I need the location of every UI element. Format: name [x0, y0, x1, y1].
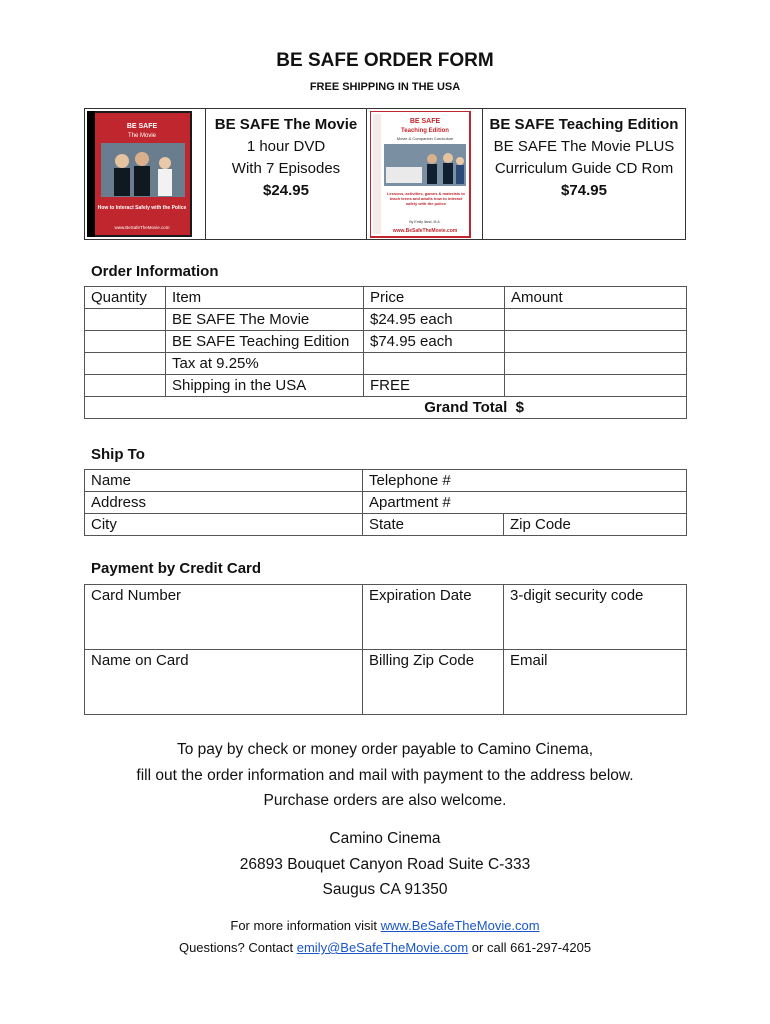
address-name: Camino Cinema	[329, 830, 441, 847]
order-header-quantity: Quantity	[85, 287, 166, 309]
dvd-cover-image	[87, 111, 205, 239]
email-link[interactable]: emily@BeSafeTheMovie.com	[296, 940, 469, 955]
order-info-label: Order Information	[91, 263, 219, 280]
payment-label: Payment by Credit Card	[91, 560, 262, 577]
table-row	[85, 331, 687, 353]
footer-questions-suffix: or call 661-297-4205	[468, 940, 592, 955]
order-price-movie: $24.95 each	[364, 309, 505, 331]
te-cover-blurb: Lessons, activities, games & materials to teach teens and adults how to interact safely with the police	[386, 191, 466, 206]
quantity-input-movie[interactable]	[85, 309, 166, 331]
order-header-amount: Amount	[505, 287, 687, 309]
product-2-name: BE SAFE Teaching Edition	[489, 116, 679, 133]
name-on-card-field[interactable]: Name on Card	[85, 650, 363, 715]
mailing-address	[0, 826, 770, 903]
website-link[interactable]: www.BeSafeTheMovie.com	[380, 918, 540, 933]
amount-input-movie[interactable]	[505, 309, 687, 331]
product-2-info-cell	[483, 109, 686, 240]
order-item-teaching: BE SAFE Teaching Edition	[166, 331, 364, 353]
page-subtitle: FREE SHIPPING IN THE USA	[309, 81, 461, 93]
instructions-line-3: Purchase orders are also welcome.	[263, 792, 507, 809]
product-2-line2: Curriculum Guide CD Rom	[494, 160, 674, 177]
te-cover-subtitle2: Movie & Companion Curriculum	[396, 136, 454, 141]
order-price-shipping: FREE	[364, 375, 505, 397]
te-cover-url: www.BeSafeTheMovie.com	[392, 228, 458, 234]
amount-input-teaching[interactable]	[505, 331, 687, 353]
footer-info-line	[0, 915, 770, 937]
grand-total-row	[85, 397, 687, 419]
product-1-name: BE SAFE The Movie	[214, 116, 358, 133]
product-1-info-cell	[206, 109, 367, 240]
billing-zip-field[interactable]: Billing Zip Code	[363, 650, 504, 715]
product-2-cover-cell	[367, 109, 483, 240]
product-2-price: $74.95	[561, 182, 607, 199]
address-city: Saugus CA 91350	[322, 881, 448, 898]
order-header-price: Price	[364, 287, 505, 309]
security-code-field[interactable]: 3-digit security code	[504, 585, 687, 650]
product-1-cover-cell	[85, 109, 206, 240]
table-row	[85, 470, 687, 492]
footer	[0, 915, 770, 959]
ship-address-field[interactable]: Address	[85, 492, 363, 514]
quantity-input-teaching[interactable]	[85, 331, 166, 353]
payment-instructions	[0, 737, 770, 814]
footer-info-prefix: For more information visit	[230, 918, 381, 933]
table-row	[85, 650, 687, 715]
ship-telephone-field[interactable]: Telephone #	[363, 470, 687, 492]
order-item-tax: Tax at 9.25%	[166, 353, 364, 375]
quantity-cell-shipping	[85, 375, 166, 397]
te-cover-author: By Emily Iland, M.A.	[409, 220, 441, 224]
instructions-line-2: fill out the order information and mail with payment to the address below.	[136, 766, 634, 784]
ship-to-label: Ship To	[91, 446, 145, 463]
dvd-cover-tagline: How to Interact Safely with the Police	[97, 205, 187, 211]
grand-total-cell[interactable]	[85, 397, 687, 419]
table-row	[85, 353, 687, 375]
ship-zip-field[interactable]: Zip Code	[504, 514, 687, 536]
product-2-line1: BE SAFE The Movie PLUS	[493, 138, 675, 155]
dvd-cover-url: www.BeSafeTheMovie.com	[114, 225, 170, 230]
amount-input-tax[interactable]	[505, 353, 687, 375]
order-item-shipping: Shipping in the USA	[166, 375, 364, 397]
address-street: 26893 Bouquet Canyon Road Suite C-333	[239, 855, 531, 873]
order-price-tax	[364, 353, 505, 375]
payment-table	[84, 584, 687, 715]
table-row	[85, 309, 687, 331]
order-item-movie: BE SAFE The Movie	[166, 309, 364, 331]
product-1-line2: With 7 Episodes	[231, 160, 341, 177]
quantity-cell-tax	[85, 353, 166, 375]
page-title: BE SAFE ORDER FORM	[276, 50, 494, 71]
footer-questions-line	[0, 937, 770, 959]
order-header-row	[85, 287, 687, 309]
dvd-cover-subtitle: The Movie	[127, 133, 157, 139]
te-cover-title: BE SAFE	[409, 118, 441, 125]
order-price-teaching: $74.95 each	[364, 331, 505, 353]
grand-total-value: $	[515, 399, 524, 416]
table-row	[85, 492, 687, 514]
card-number-field[interactable]: Card Number	[85, 585, 363, 650]
table-row	[85, 585, 687, 650]
order-table	[84, 286, 687, 419]
table-row	[85, 514, 687, 536]
table-row	[85, 375, 687, 397]
order-header-item: Item	[166, 287, 364, 309]
email-field[interactable]: Email	[504, 650, 687, 715]
ship-city-field[interactable]: City	[85, 514, 363, 536]
footer-questions-prefix: Questions? Contact	[178, 940, 297, 955]
teaching-edition-cover-image	[370, 111, 474, 239]
instructions-line-1: To pay by check or money order payable to Camino Cinema,	[176, 741, 594, 758]
ship-name-field[interactable]: Name	[85, 470, 363, 492]
grand-total-label: Grand Total	[424, 399, 508, 416]
ship-apartment-field[interactable]: Apartment #	[363, 492, 687, 514]
products-table	[84, 108, 686, 240]
product-1-price: $24.95	[263, 182, 309, 199]
ship-to-table	[84, 469, 687, 536]
product-1-line1: 1 hour DVD	[246, 138, 326, 155]
ship-state-field[interactable]: State	[363, 514, 504, 536]
amount-input-shipping[interactable]	[505, 375, 687, 397]
dvd-cover-title: BE SAFE	[126, 123, 158, 130]
te-cover-subtitle: Teaching Edition	[401, 128, 449, 134]
expiration-date-field[interactable]: Expiration Date	[363, 585, 504, 650]
